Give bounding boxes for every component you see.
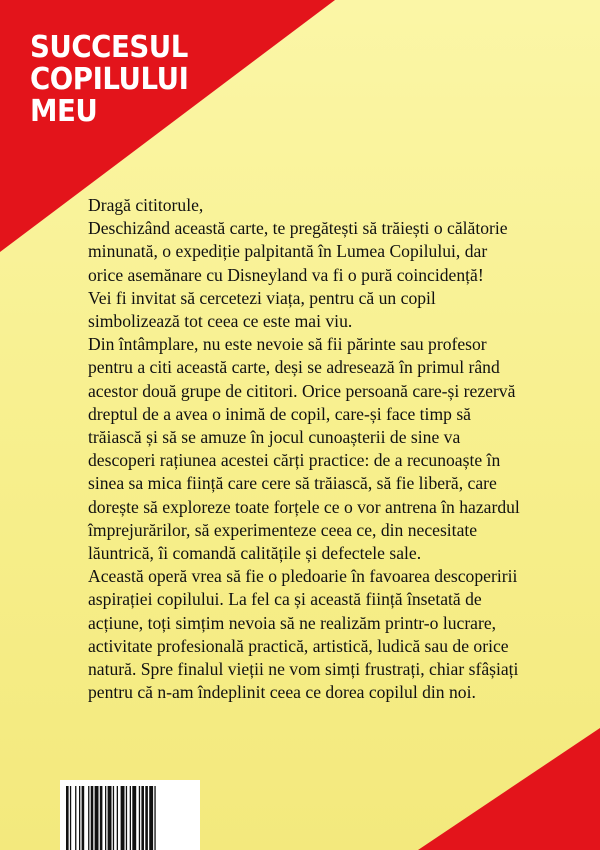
title-line-1: SUCCESUL — [30, 30, 188, 65]
text-line: Dragă cititorule, — [88, 195, 204, 215]
title-line-2: COPILULUI — [30, 62, 189, 97]
text-line: simbolizează tot ceea ce este mai viu. — [88, 311, 353, 332]
barcode-bar — [95, 786, 99, 850]
text-line: aspirației copilului. La fel ca și această ființă însetată de — [88, 589, 482, 610]
barcode-bar — [82, 786, 85, 850]
barcode-bar — [141, 786, 144, 850]
barcode-bar — [66, 786, 69, 850]
text-line: lăuntrică, îi comandă calitățile și defectele sale. — [88, 543, 422, 564]
text-line: acestor două grupe de cititori. Orice persoană care-și rezervă — [88, 380, 516, 401]
barcode-bar — [154, 786, 155, 850]
barcode-bar — [70, 786, 71, 850]
barcode — [60, 780, 200, 850]
barcode-bars — [60, 780, 200, 850]
barcode-bar — [88, 786, 89, 850]
barcode-bar — [139, 786, 140, 850]
barcode-bar — [113, 786, 114, 850]
text-line: împrejurărilor, să experimenteze ceea ce, din necesitate — [88, 519, 478, 540]
text-line: acțiune, toți simțim nevoia să ne realizăm printr-o lucrare, — [88, 612, 497, 633]
title-line-3: MEU — [30, 94, 98, 129]
text-line: dorește să exploreze toate forțele ce o vor antrena în hazardul — [88, 496, 520, 517]
barcode-bar — [100, 786, 103, 850]
blurb-text — [88, 194, 600, 704]
book-title — [30, 32, 188, 128]
text-line: pentru a citi această carte, deși se adresează în primul rând — [88, 357, 500, 378]
text-line: dreptul de a avea o inimă de copil, care-și face timp să — [88, 403, 471, 424]
barcode-bar — [117, 786, 118, 850]
barcode-bar — [91, 786, 94, 850]
barcode-bar — [130, 786, 131, 850]
barcode-bar — [149, 786, 153, 850]
text-line: Această operă vrea să fie o pledoarie în favoarea descoperirii — [88, 566, 518, 587]
text-line: orice asemănare cu Disneyland va fi o pură coincidență! — [88, 264, 484, 285]
text-line: Vei fi invitat să cercetezi viața, pentru că un copil — [88, 287, 436, 308]
barcode-bar — [145, 786, 148, 850]
barcode-bar — [105, 786, 106, 850]
barcode-bar — [121, 786, 125, 850]
text-line: sinea sa mica ființă care cere să trăiască, să fie liberă, care — [88, 473, 497, 494]
barcode-bar — [108, 786, 112, 850]
barcode-bar — [75, 786, 76, 850]
barcode-bar — [132, 786, 136, 850]
text-line: activitate profesională practică, artistică, ludică sau de orice — [88, 635, 509, 656]
barcode-bar — [126, 786, 127, 850]
barcode-bar — [79, 786, 80, 850]
text-line: Deschizând această carte, te pregătești să trăiești o călătorie — [88, 218, 508, 239]
bottom-right-red-triangle — [418, 728, 600, 850]
text-line: trăiască și să se amuze în jocul cunoașterii de sine va — [88, 427, 461, 448]
text-line: Din întâmplare, nu este nevoie să fii părinte sau profesor — [88, 334, 487, 355]
text-line: natură. Spre finalul vieții ne vom simți frustrați, chiar sfâșiați — [88, 659, 519, 680]
text-line: pentru că n-am îndeplinit ceea ce dorea copilul din noi. — [88, 682, 476, 703]
text-line: minunată, o expediție palpitantă în Lumea Copilului, dar — [88, 241, 488, 262]
text-line: descoperi rațiunea acestei cărți practice: de a recunoaște în — [88, 450, 501, 471]
